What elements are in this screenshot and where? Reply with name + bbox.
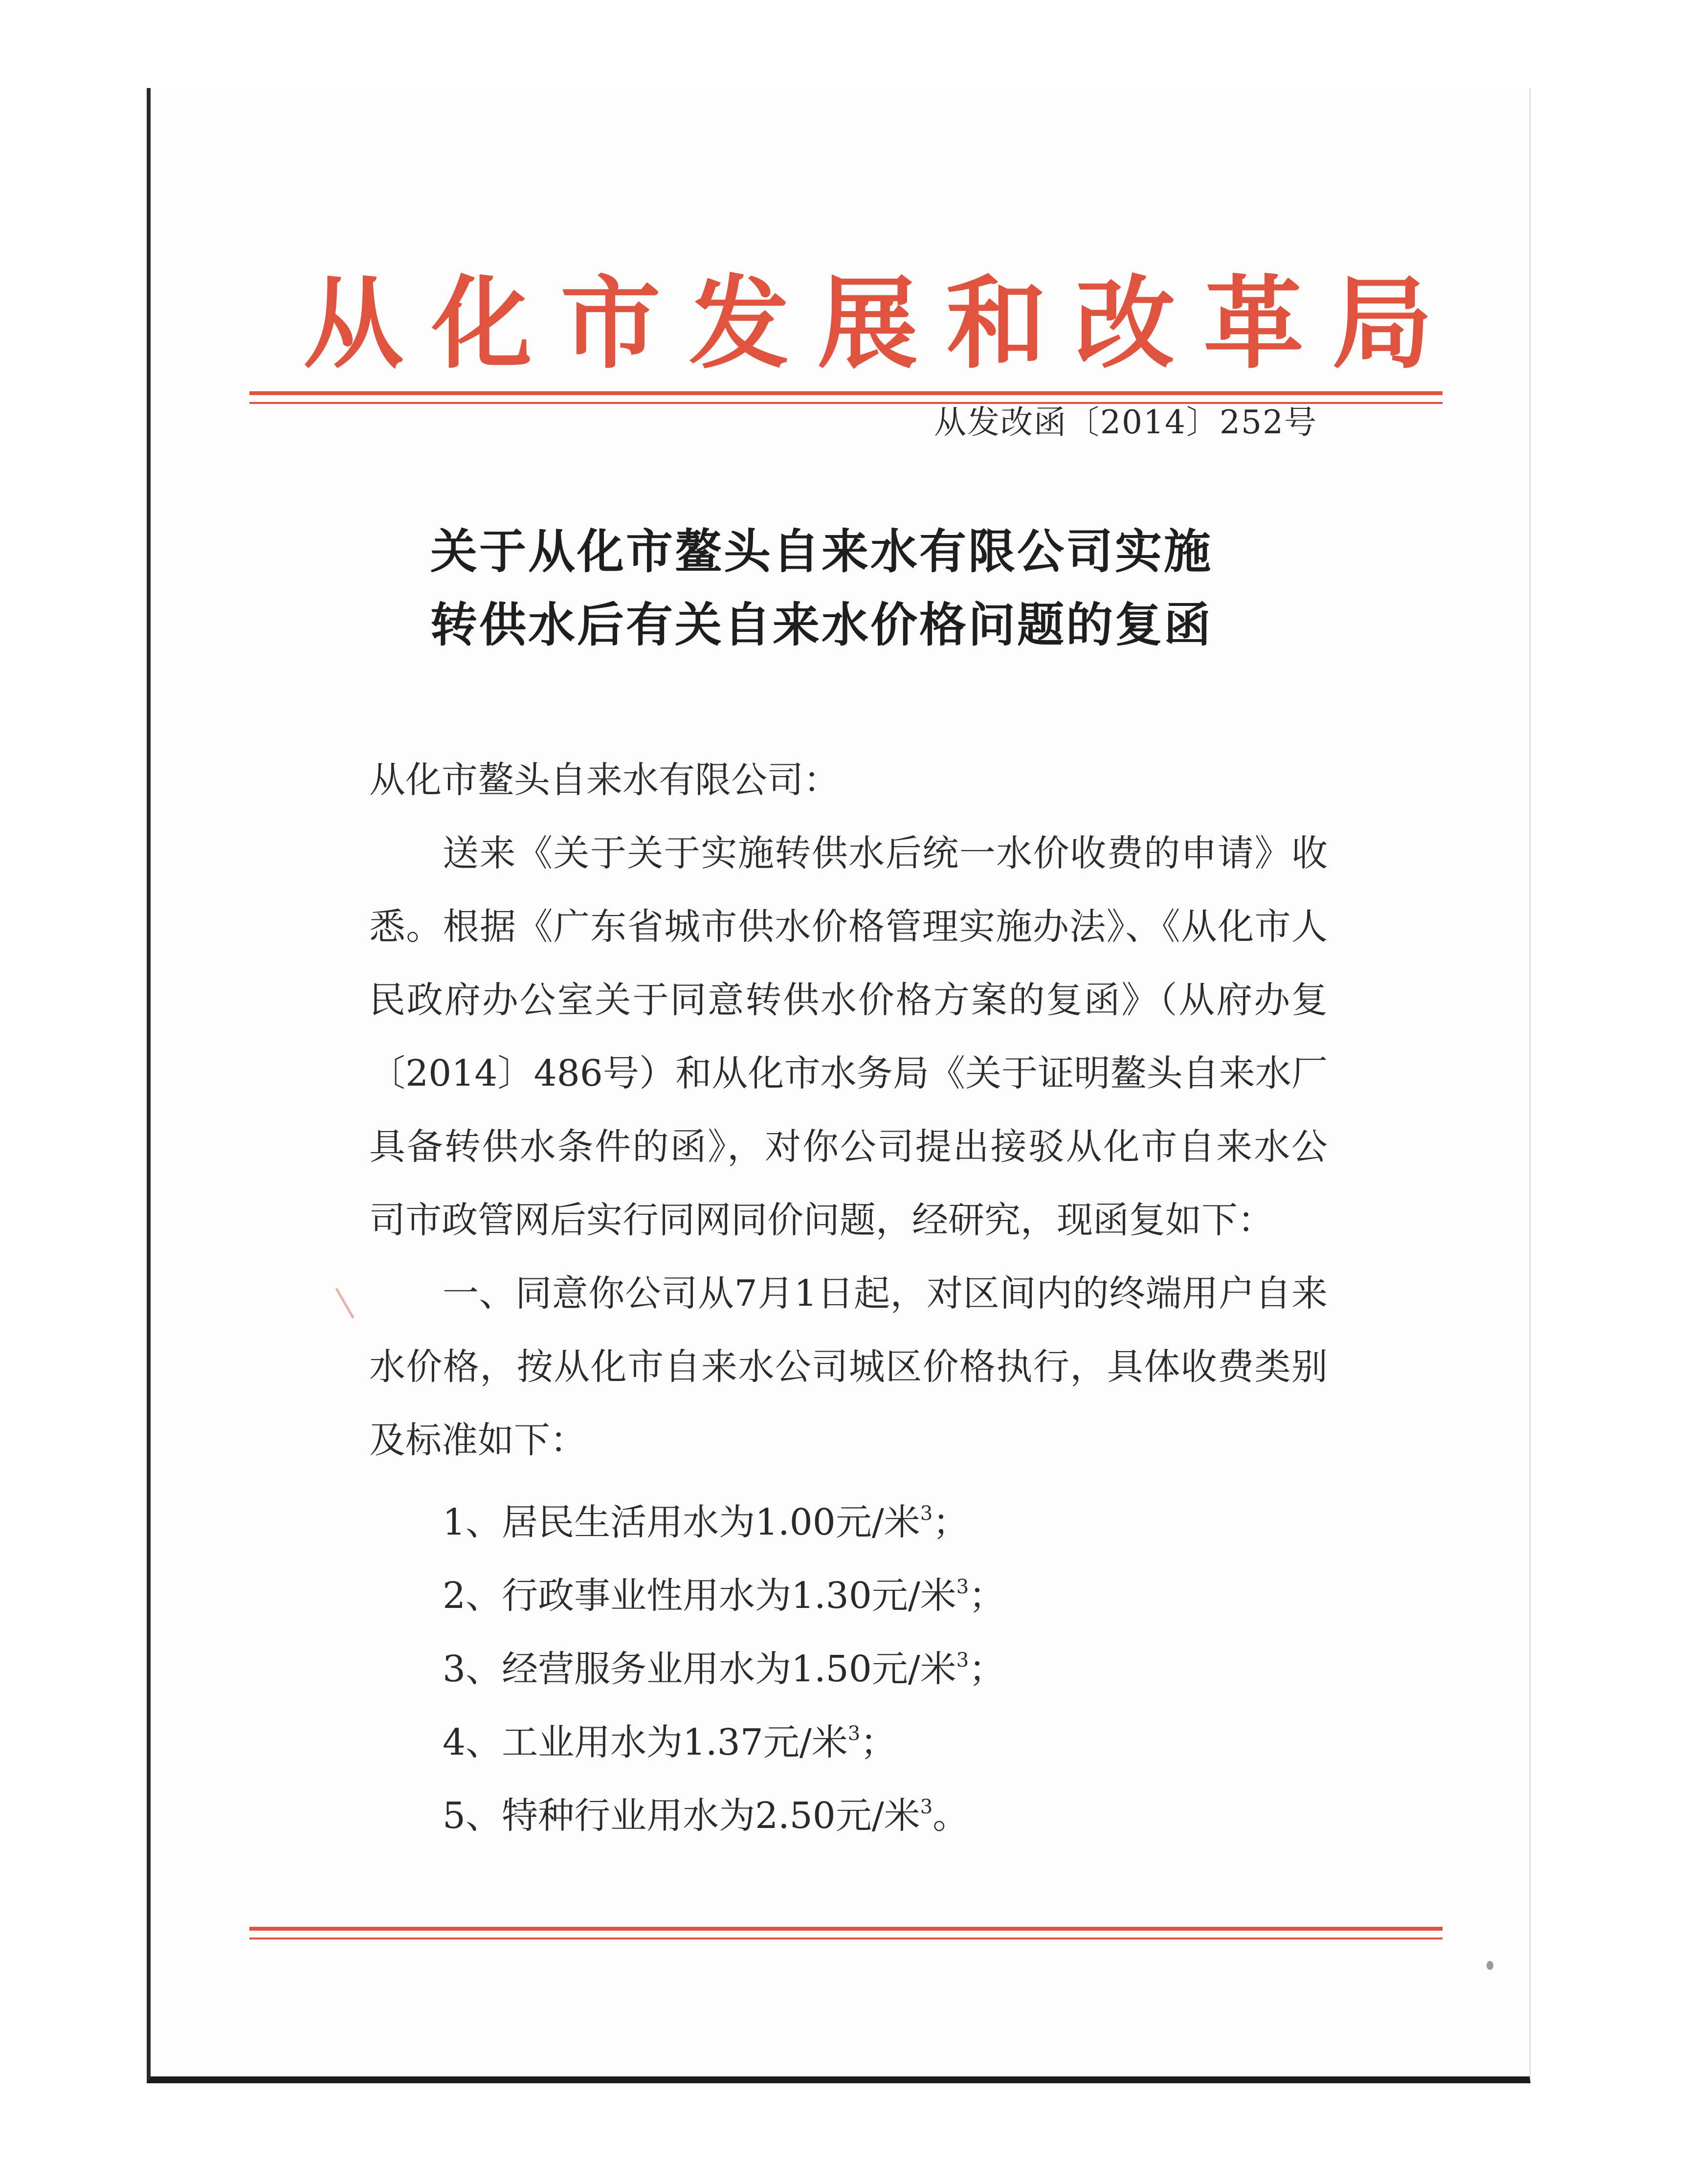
issuing-organization: 从化市发展和改革局 bbox=[303, 265, 1461, 382]
footer-rule-top bbox=[249, 1927, 1443, 1931]
price-item-unit-power: 3 bbox=[956, 1576, 969, 1598]
price-item-unit-power: 3 bbox=[956, 1649, 969, 1671]
price-item-unit-power: 3 bbox=[920, 1796, 933, 1818]
price-item bbox=[443, 1624, 1005, 1697]
price-item-end: ； bbox=[969, 1648, 1005, 1690]
price-item-text: 2、行政事业性用水为1.30元/米 bbox=[443, 1575, 956, 1617]
price-item-end: ； bbox=[933, 1501, 969, 1543]
price-item-end: ； bbox=[860, 1721, 897, 1763]
price-item bbox=[443, 1477, 1005, 1550]
scan-speck bbox=[1487, 1961, 1493, 1970]
document-title-line-2: 转供水后有关自来水价格问题的复函 bbox=[430, 598, 1213, 652]
price-item-text: 4、工业用水为1.37元/米 bbox=[443, 1721, 848, 1763]
price-item bbox=[443, 1770, 1005, 1844]
body-paragraph-2: 一、同意你公司从7月1日起，对区间内的终端用户自来水价格，按从化市自来水公司城区价格执行，具体收费类别及标准如下： bbox=[369, 1272, 1328, 1461]
header-rule-top bbox=[249, 391, 1443, 395]
price-item-unit-power: 3 bbox=[920, 1502, 933, 1525]
price-item-end: ； bbox=[969, 1575, 1005, 1617]
price-item-text: 3、经营服务业用水为1.50元/米 bbox=[443, 1648, 956, 1690]
price-item bbox=[443, 1697, 1005, 1770]
price-list bbox=[443, 1477, 1005, 1844]
footer-rule-bottom bbox=[249, 1938, 1443, 1939]
salutation: 从化市鳌头自来水有限公司： bbox=[369, 759, 840, 801]
price-item-text: 5、特种行业用水为2.50元/米 bbox=[443, 1795, 920, 1837]
price-item-unit-power: 3 bbox=[847, 1722, 861, 1745]
price-item-text: 1、居民生活用水为1.00元/米 bbox=[443, 1501, 920, 1543]
document-number: 从发改函〔2014〕252号 bbox=[934, 403, 1317, 441]
price-item-end: 。 bbox=[933, 1795, 969, 1837]
body-paragraph-1: 送来《关于关于实施转供水后统一水价收费的申请》收悉。根据《广东省城市供水价格管理实施办法》、《从化市人民政府办公室关于同意转供水价格方案的复函》（从府办复〔2014〕486号）和从化市水务局《关于证明鳌头自来水厂具备转供水条件的函》，对你公司提出接驳从化市自来水公司市政管网后实行同网同价问题，经研究，现函复如下： bbox=[369, 832, 1328, 1241]
document-title-line-1: 关于从化市鳌头自来水有限公司实施 bbox=[430, 524, 1213, 579]
price-item bbox=[443, 1550, 1005, 1624]
